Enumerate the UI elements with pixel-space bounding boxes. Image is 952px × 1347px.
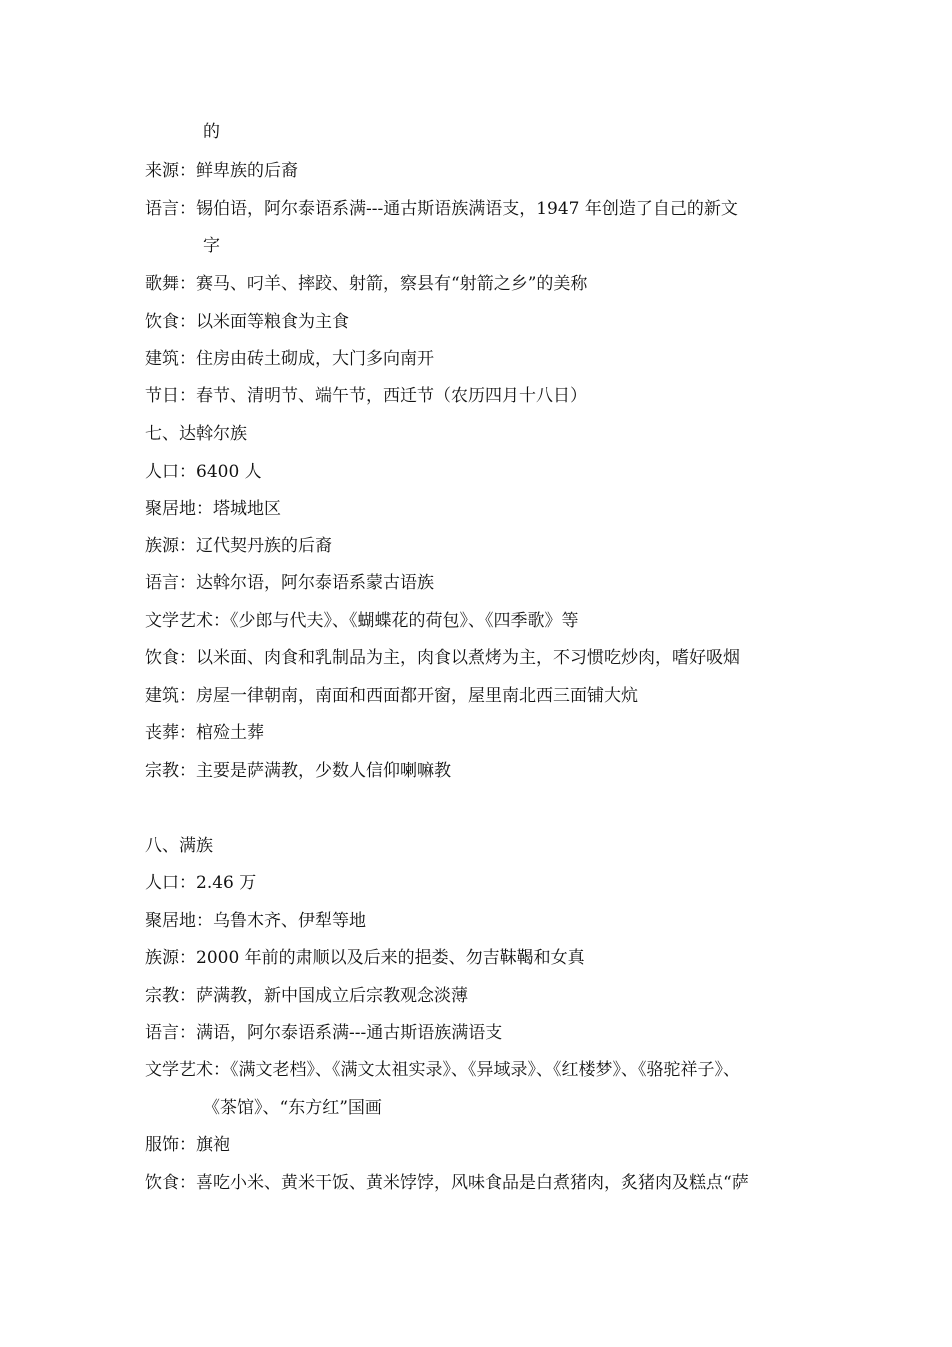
text-line: 歌舞：赛马、叼羊、摔跤、射箭，察县有“射箭之乡”的美称 <box>145 274 588 294</box>
text-line: 聚居地：乌鲁木齐、伊犁等地 <box>145 911 366 931</box>
text-line: 字 <box>203 236 220 256</box>
text-line: 丧葬：棺殓土葬 <box>145 723 264 743</box>
text-line: 人口：2.46 万 <box>145 873 257 893</box>
text-line: 宗教：主要是萨满教，少数人信仰喇嘛教 <box>145 761 451 781</box>
section-heading: 七、达斡尔族 <box>145 424 247 444</box>
text-line: 服饰：旗袍 <box>145 1135 230 1155</box>
text-line: 的 <box>203 122 220 142</box>
text-line: 人口：6400 人 <box>145 462 262 482</box>
text-line: 文学艺术：《满文老档》、《满文太祖实录》、《异域录》、《红楼梦》、《骆驼祥子》、 <box>145 1060 740 1080</box>
text-line: 宗教：萨满教，新中国成立后宗教观念淡薄 <box>145 986 468 1006</box>
text-line: 族源：2000 年前的肃顺以及后来的挹娄、勿吉靺鞨和女真 <box>145 948 585 968</box>
text-line: 饮食：以米面、肉食和乳制品为主，肉食以煮烤为主，不习惯吃炒肉，嗜好吸烟 <box>145 648 740 668</box>
text-line: 建筑：住房由砖土砌成，大门多向南开 <box>145 349 434 369</box>
text-line: 文学艺术：《少郎与代夫》、《蝴蝶花的荷包》、《四季歌》等 <box>145 611 579 631</box>
text-line: 聚居地：塔城地区 <box>145 499 281 519</box>
text-line: 《茶馆》、“东方红”国画 <box>203 1098 382 1118</box>
text-line: 建筑：房屋一律朝南，南面和西面都开窗，屋里南北西三面铺大炕 <box>145 686 638 706</box>
section-heading: 八、满族 <box>145 836 213 856</box>
text-line: 饮食：以米面等粮食为主食 <box>145 312 349 332</box>
text-line: 来源：鲜卑族的后裔 <box>145 161 298 181</box>
text-line: 语言：达斡尔语，阿尔泰语系蒙古语族 <box>145 573 434 593</box>
text-line: 族源：辽代契丹族的后裔 <box>145 536 332 556</box>
text-line: 语言：锡伯语，阿尔泰语系满---通古斯语族满语支，1947 年创造了自己的新文 <box>145 199 738 219</box>
text-line: 节日：春节、清明节、端午节，西迁节（农历四月十八日） <box>145 386 587 406</box>
text-line: 语言：满语，阿尔泰语系满---通古斯语族满语支 <box>145 1023 503 1043</box>
text-line: 饮食：喜吃小米、黄米干饭、黄米饽饽，风味食品是白煮猪肉，炙猪肉及糕点“萨 <box>145 1173 749 1193</box>
